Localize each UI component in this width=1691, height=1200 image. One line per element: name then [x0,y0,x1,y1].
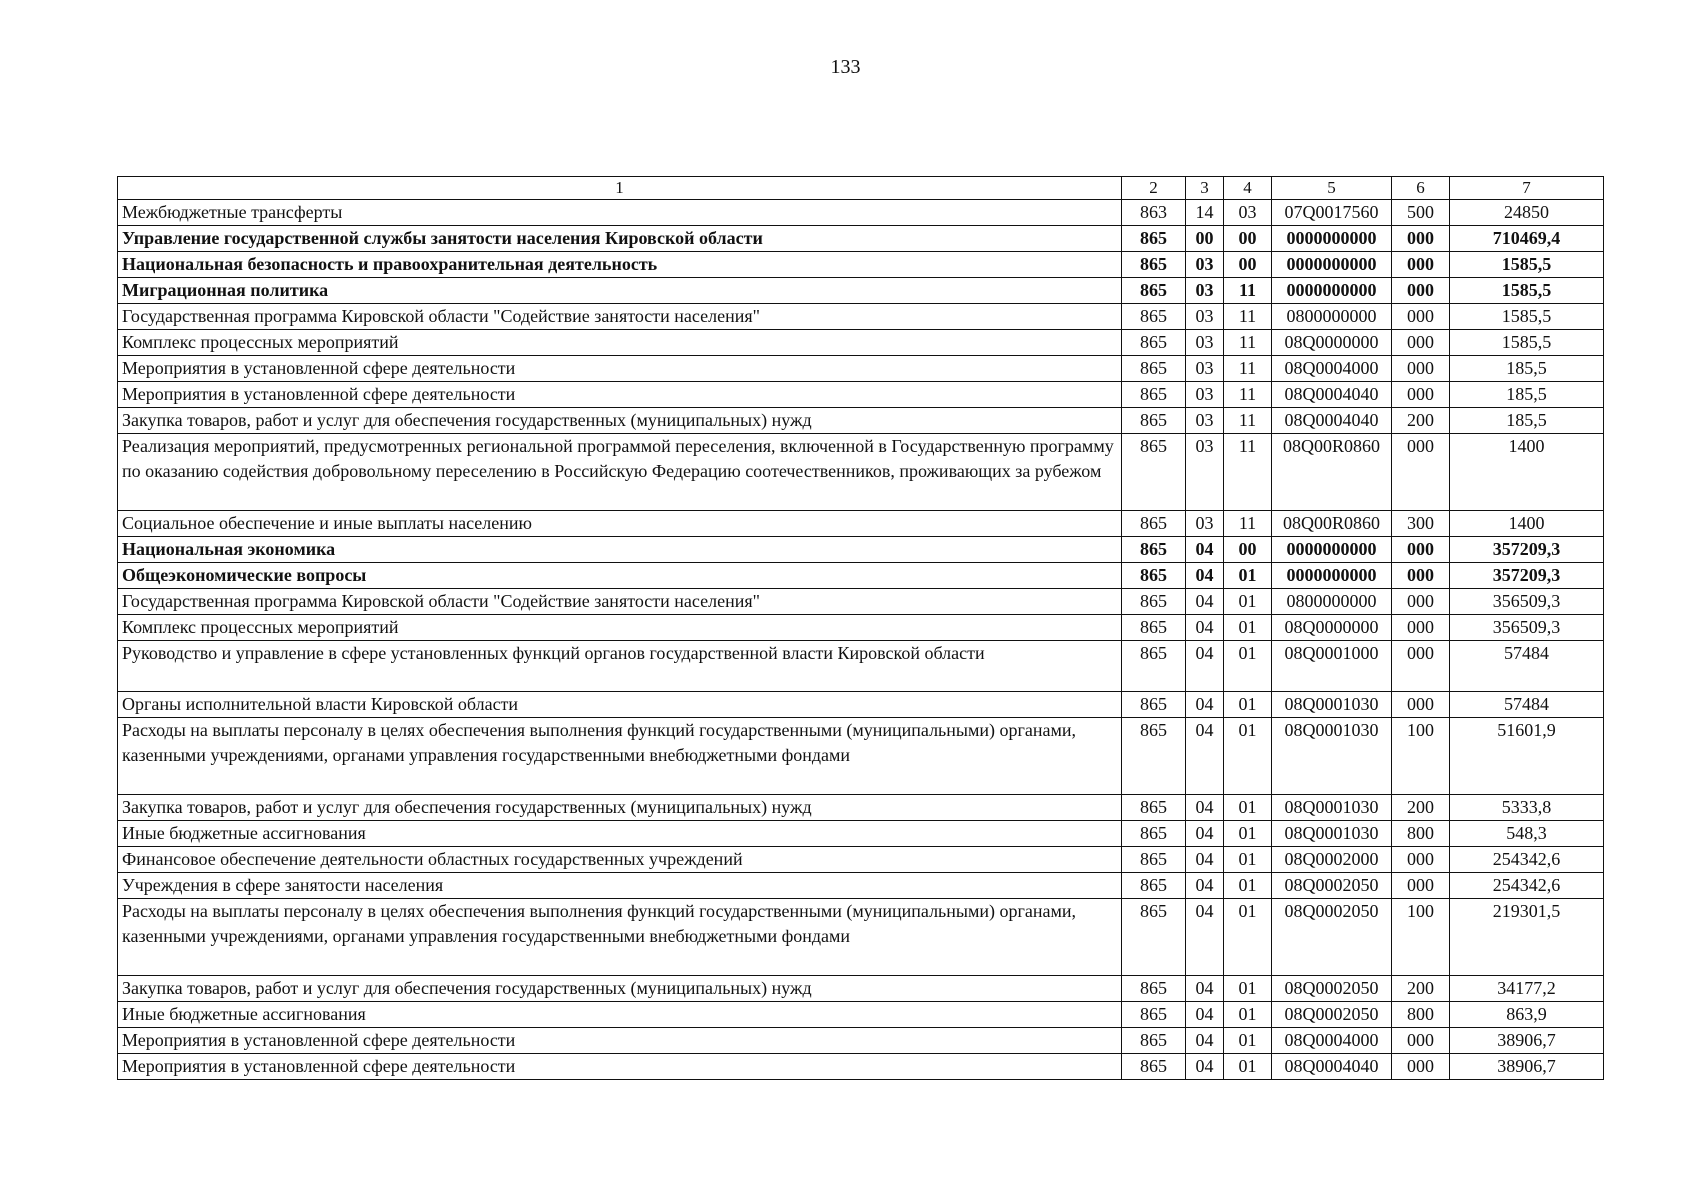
cell-col-2: 865 [1122,589,1186,615]
cell-col-6: 100 [1392,899,1450,976]
cell-col-7: 1400 [1450,434,1604,511]
cell-col-4: 00 [1224,252,1272,278]
cell-name: Органы исполнительной власти Кировской области [118,692,1122,718]
cell-col-7: 1585,5 [1450,330,1604,356]
cell-col-4: 01 [1224,589,1272,615]
cell-col-6: 000 [1392,226,1450,252]
cell-col-2: 865 [1122,821,1186,847]
cell-col-7: 254342,6 [1450,873,1604,899]
cell-col-7: 185,5 [1450,408,1604,434]
table-header [118,177,1604,200]
cell-col-7: 254342,6 [1450,847,1604,873]
cell-col-7: 34177,2 [1450,976,1604,1002]
cell-col-6: 200 [1392,408,1450,434]
cell-col-4: 01 [1224,1054,1272,1080]
cell-col-7: 1585,5 [1450,278,1604,304]
cell-col-6: 000 [1392,434,1450,511]
cell-name: Закупка товаров, работ и услуг для обеспечения государственных (муниципальных) нужд [118,976,1122,1002]
table-row [118,821,1604,847]
cell-col-6: 000 [1392,589,1450,615]
cell-col-5: 08Q0004000 [1272,1028,1392,1054]
cell-col-4: 01 [1224,795,1272,821]
cell-col-2: 865 [1122,899,1186,976]
table-row [118,563,1604,589]
cell-col-6: 000 [1392,330,1450,356]
cell-col-6: 800 [1392,1002,1450,1028]
cell-col-5: 08Q0002050 [1272,976,1392,1002]
cell-name: Руководство и управление в сфере установленных функций органов государственной власти Кировской области [118,641,1122,692]
table-row [118,1002,1604,1028]
cell-col-2: 865 [1122,1054,1186,1080]
table-row [118,641,1604,692]
cell-col-3: 04 [1186,537,1224,563]
cell-col-5: 08Q0002050 [1272,873,1392,899]
cell-col-3: 04 [1186,795,1224,821]
cell-col-3: 04 [1186,1028,1224,1054]
cell-col-2: 865 [1122,1028,1186,1054]
cell-col-4: 01 [1224,976,1272,1002]
cell-col-5: 08Q0002050 [1272,1002,1392,1028]
cell-col-2: 865 [1122,382,1186,408]
cell-col-6: 800 [1392,821,1450,847]
cell-col-6: 000 [1392,692,1450,718]
table-row [118,252,1604,278]
cell-col-4: 11 [1224,434,1272,511]
cell-col-4: 00 [1224,226,1272,252]
cell-col-2: 865 [1122,537,1186,563]
cell-name: Мероприятия в установленной сфере деятельности [118,356,1122,382]
cell-name: Учреждения в сфере занятости населения [118,873,1122,899]
cell-col-5: 0000000000 [1272,563,1392,589]
cell-col-5: 08Q00R0860 [1272,511,1392,537]
cell-col-4: 11 [1224,511,1272,537]
cell-col-4: 01 [1224,821,1272,847]
cell-col-3: 04 [1186,1054,1224,1080]
cell-col-7: 38906,7 [1450,1054,1604,1080]
cell-col-3: 03 [1186,408,1224,434]
cell-col-2: 865 [1122,278,1186,304]
cell-name: Межбюджетные трансферты [118,200,1122,226]
table-row [118,899,1604,976]
table-row [118,589,1604,615]
cell-col-3: 03 [1186,330,1224,356]
cell-col-6: 000 [1392,615,1450,641]
cell-col-4: 00 [1224,537,1272,563]
cell-col-3: 04 [1186,1002,1224,1028]
cell-col-7: 24850 [1450,200,1604,226]
cell-col-4: 03 [1224,200,1272,226]
cell-col-2: 865 [1122,615,1186,641]
header-col-1: 1 [118,177,1122,200]
cell-col-3: 04 [1186,847,1224,873]
cell-col-5: 08Q0001030 [1272,821,1392,847]
cell-name: Мероприятия в установленной сфере деятельности [118,1028,1122,1054]
cell-col-3: 03 [1186,511,1224,537]
cell-col-4: 11 [1224,330,1272,356]
cell-col-7: 1585,5 [1450,304,1604,330]
cell-col-2: 865 [1122,304,1186,330]
cell-col-5: 07Q0017560 [1272,200,1392,226]
cell-col-6: 000 [1392,252,1450,278]
cell-name: Национальная экономика [118,537,1122,563]
cell-name: Национальная безопасность и правоохранительная деятельность [118,252,1122,278]
cell-col-4: 01 [1224,692,1272,718]
cell-col-5: 0800000000 [1272,589,1392,615]
header-col-7: 7 [1450,177,1604,200]
cell-col-3: 04 [1186,615,1224,641]
cell-col-2: 865 [1122,795,1186,821]
table-row [118,1028,1604,1054]
cell-col-6: 200 [1392,795,1450,821]
cell-col-7: 1585,5 [1450,252,1604,278]
cell-col-6: 000 [1392,847,1450,873]
cell-col-2: 865 [1122,563,1186,589]
cell-col-5: 08Q0002000 [1272,847,1392,873]
table-row [118,226,1604,252]
table-row [118,847,1604,873]
cell-col-2: 865 [1122,641,1186,692]
cell-name: Миграционная политика [118,278,1122,304]
cell-col-2: 865 [1122,1002,1186,1028]
cell-col-4: 01 [1224,847,1272,873]
cell-col-5: 08Q0000000 [1272,330,1392,356]
table-row [118,976,1604,1002]
cell-col-6: 100 [1392,718,1450,795]
cell-col-3: 04 [1186,641,1224,692]
cell-col-3: 04 [1186,589,1224,615]
cell-col-6: 500 [1392,200,1450,226]
cell-col-7: 51601,9 [1450,718,1604,795]
cell-col-6: 000 [1392,641,1450,692]
cell-col-6: 000 [1392,356,1450,382]
cell-col-2: 865 [1122,511,1186,537]
cell-col-7: 38906,7 [1450,1028,1604,1054]
table-row [118,511,1604,537]
cell-col-6: 300 [1392,511,1450,537]
cell-col-5: 08Q0004000 [1272,356,1392,382]
cell-col-7: 710469,4 [1450,226,1604,252]
cell-col-7: 1400 [1450,511,1604,537]
table-row [118,692,1604,718]
cell-name: Реализация мероприятий, предусмотренных региональной программой переселения, включенной в Государственную программу по оказанию содействия добровольному переселению в Российскую Федерацию соотечественников, проживающих за рубежом [118,434,1122,511]
table-row [118,795,1604,821]
cell-col-7: 185,5 [1450,356,1604,382]
table-row [118,304,1604,330]
cell-col-6: 000 [1392,382,1450,408]
cell-col-7: 356509,3 [1450,589,1604,615]
cell-col-4: 01 [1224,615,1272,641]
cell-col-2: 865 [1122,718,1186,795]
table-row [118,434,1604,511]
table-row [118,330,1604,356]
cell-col-4: 11 [1224,304,1272,330]
cell-name: Закупка товаров, работ и услуг для обеспечения государственных (муниципальных) нужд [118,795,1122,821]
cell-col-6: 000 [1392,563,1450,589]
header-col-3: 3 [1186,177,1224,200]
cell-col-3: 04 [1186,821,1224,847]
cell-col-4: 11 [1224,356,1272,382]
cell-col-5: 08Q0001030 [1272,692,1392,718]
header-col-6: 6 [1392,177,1450,200]
cell-col-3: 04 [1186,873,1224,899]
cell-col-4: 11 [1224,408,1272,434]
header-row [118,177,1604,200]
cell-col-3: 04 [1186,563,1224,589]
table-row [118,356,1604,382]
cell-name: Мероприятия в установленной сфере деятельности [118,382,1122,408]
cell-name: Финансовое обеспечение деятельности областных государственных учреждений [118,847,1122,873]
cell-name: Иные бюджетные ассигнования [118,821,1122,847]
page-number: 133 [830,56,861,78]
cell-col-2: 865 [1122,434,1186,511]
cell-col-4: 11 [1224,382,1272,408]
cell-col-4: 11 [1224,278,1272,304]
cell-col-5: 0000000000 [1272,226,1392,252]
cell-col-5: 0800000000 [1272,304,1392,330]
cell-col-6: 000 [1392,537,1450,563]
cell-col-6: 000 [1392,278,1450,304]
cell-col-5: 0000000000 [1272,537,1392,563]
table-row [118,408,1604,434]
table-row [118,382,1604,408]
cell-col-3: 00 [1186,226,1224,252]
cell-col-2: 865 [1122,226,1186,252]
cell-col-3: 03 [1186,382,1224,408]
table-row [118,1054,1604,1080]
cell-col-5: 0000000000 [1272,278,1392,304]
cell-name: Комплекс процессных мероприятий [118,330,1122,356]
cell-col-4: 01 [1224,641,1272,692]
cell-col-5: 08Q0001000 [1272,641,1392,692]
cell-col-3: 03 [1186,278,1224,304]
header-col-5: 5 [1272,177,1392,200]
cell-name: Закупка товаров, работ и услуг для обеспечения государственных (муниципальных) нужд [118,408,1122,434]
cell-col-3: 04 [1186,692,1224,718]
cell-col-6: 000 [1392,304,1450,330]
cell-col-2: 865 [1122,356,1186,382]
cell-col-5: 08Q0004040 [1272,1054,1392,1080]
cell-col-3: 03 [1186,252,1224,278]
table-row [118,718,1604,795]
cell-col-2: 865 [1122,873,1186,899]
cell-name: Мероприятия в установленной сфере деятельности [118,1054,1122,1080]
cell-col-7: 863,9 [1450,1002,1604,1028]
cell-col-7: 57484 [1450,641,1604,692]
cell-col-3: 04 [1186,976,1224,1002]
cell-name: Государственная программа Кировской области "Содействие занятости населения" [118,589,1122,615]
cell-col-5: 08Q0002050 [1272,899,1392,976]
cell-name: Общеэкономические вопросы [118,563,1122,589]
cell-name: Расходы на выплаты персоналу в целях обеспечения выполнения функций государственными (муниципальными) органами, казенными учреждениями, органами управления государственными внебюджетными фондами [118,899,1122,976]
cell-col-7: 357209,3 [1450,537,1604,563]
cell-col-3: 03 [1186,434,1224,511]
cell-name: Иные бюджетные ассигнования [118,1002,1122,1028]
cell-col-5: 08Q0004040 [1272,382,1392,408]
cell-col-7: 185,5 [1450,382,1604,408]
cell-name: Комплекс процессных мероприятий [118,615,1122,641]
cell-col-7: 57484 [1450,692,1604,718]
cell-col-3: 03 [1186,356,1224,382]
cell-col-6: 200 [1392,976,1450,1002]
table-row [118,615,1604,641]
cell-col-4: 01 [1224,1002,1272,1028]
cell-col-2: 865 [1122,847,1186,873]
cell-col-5: 08Q0001030 [1272,795,1392,821]
cell-col-4: 01 [1224,563,1272,589]
cell-col-5: 0000000000 [1272,252,1392,278]
cell-col-2: 863 [1122,200,1186,226]
header-col-4: 4 [1224,177,1272,200]
cell-col-6: 000 [1392,1054,1450,1080]
cell-col-2: 865 [1122,330,1186,356]
table-row [118,200,1604,226]
cell-col-7: 219301,5 [1450,899,1604,976]
cell-col-5: 08Q0001030 [1272,718,1392,795]
cell-col-4: 01 [1224,873,1272,899]
table-row [118,537,1604,563]
cell-col-7: 356509,3 [1450,615,1604,641]
cell-col-2: 865 [1122,408,1186,434]
table-body [118,200,1604,1080]
cell-col-7: 5333,8 [1450,795,1604,821]
header-col-2: 2 [1122,177,1186,200]
cell-name: Государственная программа Кировской области "Содействие занятости населения" [118,304,1122,330]
cell-col-7: 548,3 [1450,821,1604,847]
budget-table [117,176,1604,1080]
cell-col-5: 08Q0000000 [1272,615,1392,641]
table-row [118,278,1604,304]
cell-col-4: 01 [1224,1028,1272,1054]
cell-col-5: 08Q00R0860 [1272,434,1392,511]
cell-col-3: 14 [1186,200,1224,226]
cell-col-7: 357209,3 [1450,563,1604,589]
cell-col-4: 01 [1224,899,1272,976]
cell-col-4: 01 [1224,718,1272,795]
cell-col-3: 03 [1186,304,1224,330]
cell-col-3: 04 [1186,899,1224,976]
cell-col-5: 08Q0004040 [1272,408,1392,434]
cell-col-3: 04 [1186,718,1224,795]
cell-col-6: 000 [1392,873,1450,899]
cell-col-2: 865 [1122,252,1186,278]
cell-name: Расходы на выплаты персоналу в целях обеспечения выполнения функций государственными (муниципальными) органами, казенными учреждениями, органами управления государственными внебюджетными фондами [118,718,1122,795]
cell-col-2: 865 [1122,692,1186,718]
cell-col-2: 865 [1122,976,1186,1002]
table-row [118,873,1604,899]
cell-name: Управление государственной службы занятости населения Кировской области [118,226,1122,252]
cell-col-6: 000 [1392,1028,1450,1054]
cell-name: Социальное обеспечение и иные выплаты населению [118,511,1122,537]
